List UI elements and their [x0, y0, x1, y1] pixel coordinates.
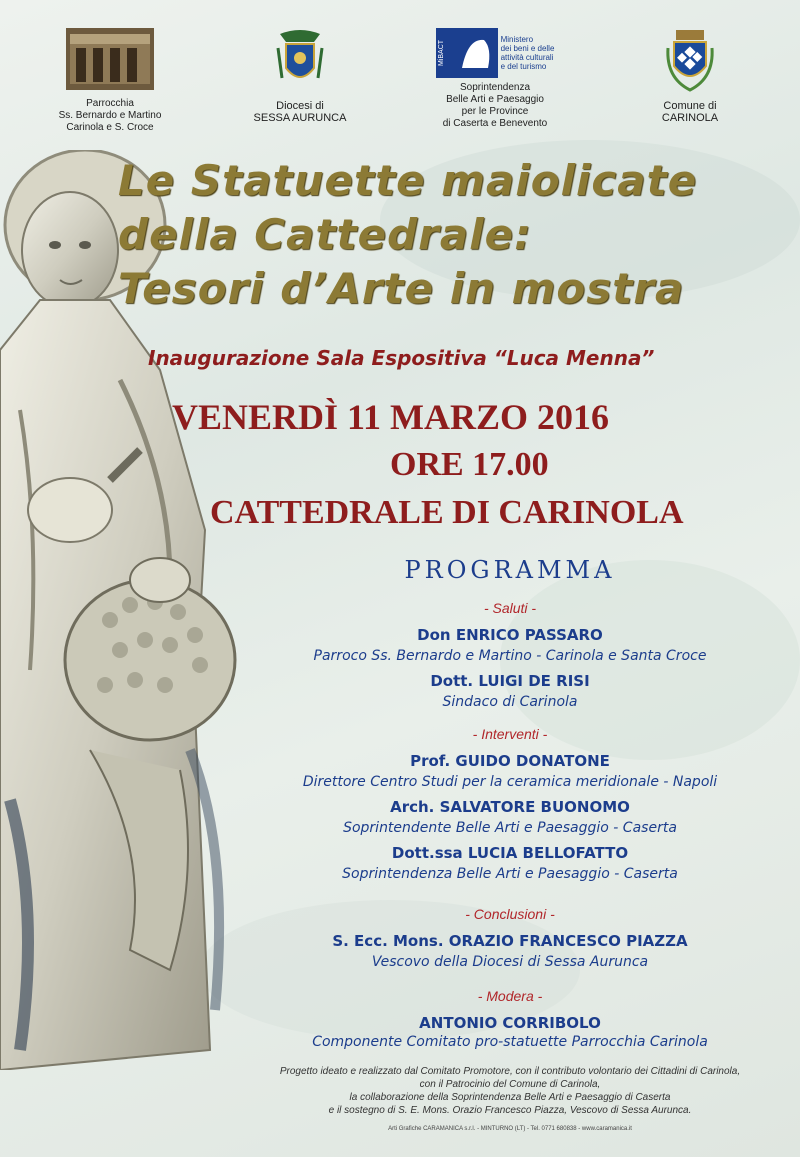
- section-interventi: - Interventi -: [472, 726, 548, 742]
- programma-heading: PROGRAMMA: [404, 556, 616, 584]
- mibact-badge: MiBACT: [436, 28, 454, 78]
- speaker-name: Prof. GUIDO DONATONE: [410, 752, 610, 770]
- footer-text: Progetto ideato e realizzato dal Comitato Promotore, con il contributo volontario dei Cittadini di Carinola,: [279, 1066, 741, 1077]
- subtitle: Inaugurazione Sala Espositiva “Luca Menna”: [148, 346, 655, 370]
- logo-text: Ss. Bernardo e Martino: [58, 110, 162, 121]
- logo-comune: [640, 28, 740, 124]
- logo-parrocchia: [55, 28, 165, 134]
- ministry-text: Ministero: [500, 35, 534, 44]
- logo-text: Soprintendenza: [459, 82, 531, 93]
- logo-text: Diocesi di: [276, 100, 324, 112]
- section-saluti: - Saluti -: [483, 600, 537, 616]
- church-photo-icon: [66, 28, 154, 90]
- logo-text: SESSA AURUNCA: [253, 112, 347, 124]
- speaker-role: Sindaco di Carinola: [442, 694, 578, 710]
- title-line-2: della Cattedrale:: [118, 210, 532, 259]
- event-date: VENERDÌ 11 MARZO 2016: [172, 397, 610, 437]
- footer-text: con il Patrocinio del Comune di Carinola,: [419, 1079, 601, 1090]
- logo-text: Belle Arti e Paesaggio: [446, 94, 544, 105]
- logo-text: Parrocchia: [86, 98, 134, 109]
- ministry-emblem-icon: [454, 28, 498, 78]
- speaker-role: Componente Comitato pro-statuette Parrocchia Carinola: [312, 1034, 708, 1050]
- section-conclusioni: - Conclusioni -: [465, 906, 555, 922]
- speaker-role: Direttore Centro Studi per la ceramica meridionale - Napoli: [302, 774, 718, 790]
- logo-text: CARINOLA: [661, 112, 719, 124]
- speaker-role: Soprintendente Belle Arti e Paesaggio - Caserta: [343, 820, 677, 836]
- ministry-text: e del turismo: [500, 62, 547, 71]
- event-time: ORE 17.00: [390, 446, 549, 483]
- speaker-role: Soprintendenza Belle Arti e Paesaggio - Caserta: [342, 866, 678, 882]
- printer-credit: Arti Grafiche CARAMANICA s.r.l. - MINTURNO (LT) - Tel. 0771 680838 - www.caramanica.it: [388, 1126, 632, 1132]
- section-modera: - Modera -: [477, 988, 543, 1004]
- town-crest-icon: [662, 28, 718, 92]
- speaker-name: S. Ecc. Mons. ORAZIO FRANCESCO PIAZZA: [332, 932, 688, 950]
- speaker-name: Arch. SALVATORE BUONOMO: [390, 798, 630, 816]
- title-line-1: Le Statuette maiolicate: [118, 156, 698, 205]
- logo-text: di Caserta e Benevento: [442, 118, 548, 129]
- ministry-text: attività culturali: [500, 53, 554, 62]
- speaker-role: Parroco Ss. Bernardo e Martino - Carinola e Santa Croce: [313, 648, 707, 664]
- speaker-name: Dott.ssa LUCIA BELLOFATTO: [391, 844, 629, 862]
- title-line-3: Tesori d’Arte in mostra: [118, 264, 685, 313]
- logo-text: Comune di: [663, 100, 717, 112]
- logo-text: per le Province: [461, 106, 529, 117]
- speaker-role: Vescovo della Diocesi di Sessa Aurunca: [371, 954, 649, 970]
- speaker-name: ANTONIO CORRIBOLO: [419, 1014, 601, 1032]
- logo-diocesi: [240, 28, 360, 124]
- logo-text: Carinola e S. Croce: [66, 122, 154, 133]
- speaker-name: Don ENRICO PASSARO: [417, 626, 603, 644]
- ministry-text: dei beni e delle: [500, 44, 555, 53]
- logo-ministero: [430, 28, 560, 130]
- footer-text: e il sostegno di S. E. Mons. Orazio Francesco Piazza, Vescovo di Sessa Aurunca.: [328, 1105, 692, 1116]
- footer-text: la collaborazione della Soprintendenza Belle Arti e Paesaggio di Caserta: [349, 1092, 671, 1103]
- event-place: CATTEDRALE DI CARINOLA: [210, 494, 684, 531]
- coat-of-arms-icon: [274, 28, 326, 92]
- speaker-name: Dott. LUIGI DE RISI: [430, 672, 590, 690]
